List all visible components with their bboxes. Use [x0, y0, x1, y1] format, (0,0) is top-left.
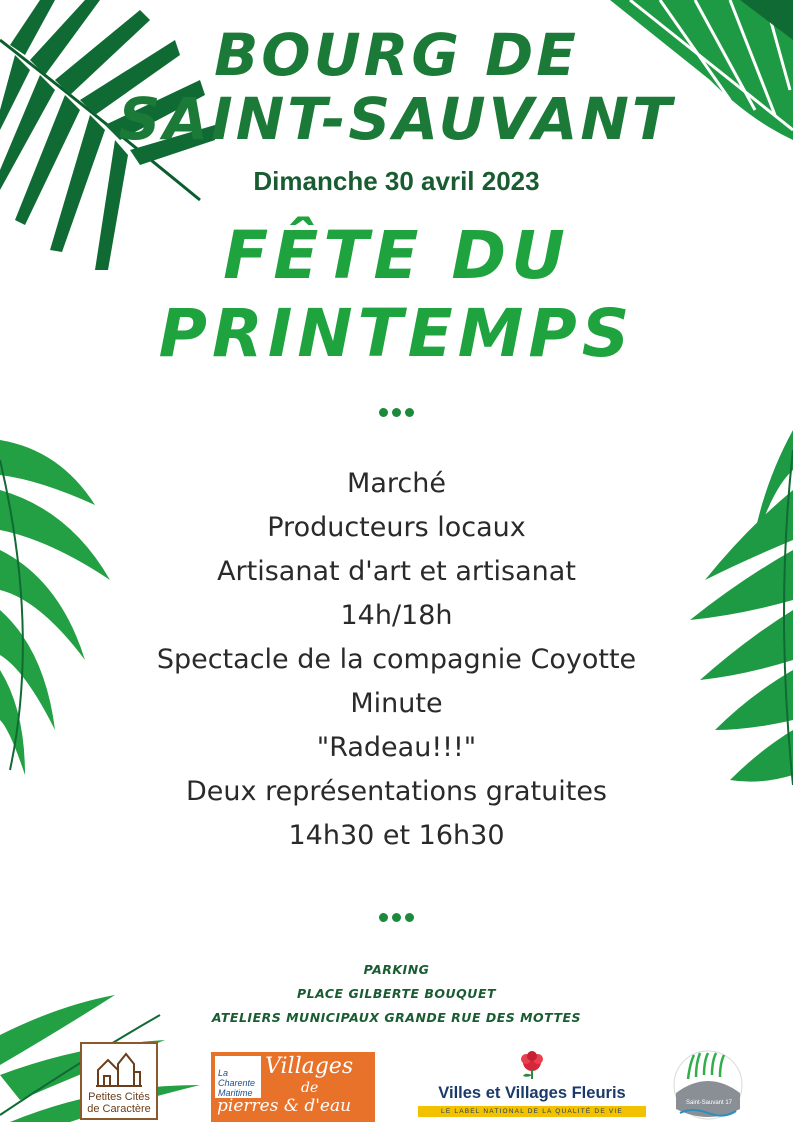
parking-location-2: ATELIERS MUNICIPAUX GRANDE RUE DES MOTTES: [211, 1010, 582, 1025]
charente-maritime-badge: [215, 1056, 261, 1098]
saint-sauvant-logo: [672, 1049, 744, 1121]
flower-icon: [517, 1050, 547, 1080]
program-line: "Radeau!!!": [316, 732, 477, 763]
villages-word: Villages: [265, 1054, 354, 1079]
dot-icon: [405, 913, 414, 922]
parking-info: [0, 958, 793, 1030]
town-title-line2: SAINT-SAUVANT: [118, 85, 675, 153]
saint-sauvant-emblem-icon: [672, 1049, 744, 1121]
dot-icon: [405, 408, 414, 417]
charente-maritime-text-3: Maritime: [218, 1088, 253, 1098]
dot-icon: [379, 408, 388, 417]
program-line: Artisanat d'art et artisanat: [217, 556, 576, 587]
parking-title: PARKING: [363, 962, 430, 977]
program-line: Marché: [347, 468, 446, 499]
villes-villages-fleuris-logo: [418, 1048, 646, 1120]
program-line: Minute: [350, 688, 443, 719]
separator-dots-top: [0, 402, 793, 421]
petites-cites-label: Petites Cités de Caractère: [87, 1091, 151, 1115]
town-title-line1: BOURG DE: [214, 21, 579, 89]
program-line: Deux représentations gratuites: [186, 776, 607, 807]
villes-villages-fleuris-tagline: LE LABEL NATIONAL DE LA QUALITÉ DE VIE: [418, 1106, 646, 1117]
villages-pierres-eau-logo: [211, 1052, 375, 1122]
program-line: 14h/18h: [340, 600, 453, 631]
dot-icon: [392, 408, 401, 417]
charente-maritime-text-2: Charente: [218, 1078, 256, 1088]
event-name-line1: FÊTE DU: [223, 217, 570, 294]
program-list: [0, 462, 793, 858]
dot-icon: [379, 913, 388, 922]
village-houses-icon: [96, 1050, 142, 1088]
charente-maritime-text-1: La: [218, 1068, 229, 1078]
separator-dots-bottom: [0, 907, 793, 926]
dot-icon: [392, 913, 401, 922]
villages-de: de: [301, 1080, 319, 1096]
program-line: 14h30 et 16h30: [288, 820, 505, 851]
program-line: Producteurs locaux: [267, 512, 526, 543]
petites-cites-logo: [80, 1042, 158, 1120]
event-name-line2: PRINTEMPS: [158, 295, 635, 372]
program-line: Spectacle de la compagnie Coyotte: [156, 644, 637, 675]
parking-location-1: PLACE GILBERTE BOUQUET: [296, 986, 497, 1001]
villes-villages-fleuris-name: Villes et Villages Fleuris: [438, 1084, 626, 1102]
event-date: Dimanche 30 avril 2023: [253, 166, 540, 196]
saint-sauvant-label: Saint-Sauvant 17: [685, 1100, 733, 1106]
villages-pierres-eau: pierres & d'eau: [217, 1096, 352, 1116]
